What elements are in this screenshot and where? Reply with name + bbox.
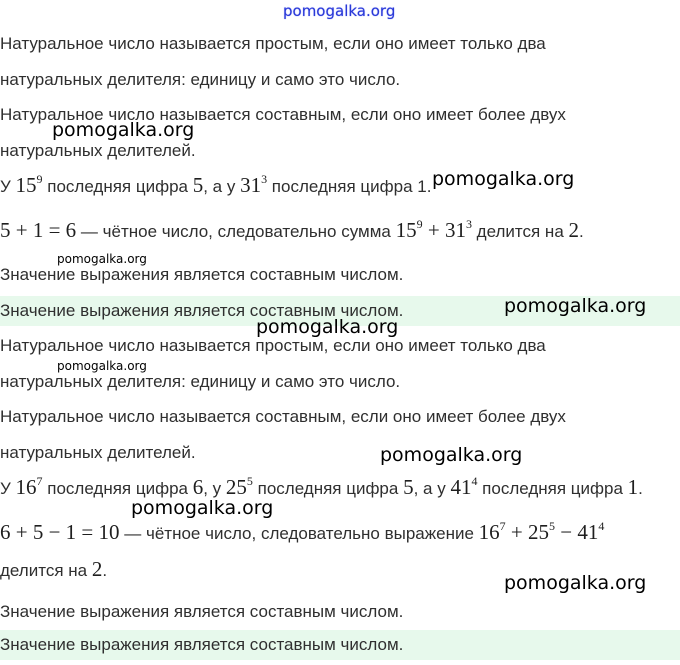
definition-composite-line-2: натуральных делителей. xyxy=(0,443,196,462)
text-fragment: . xyxy=(579,222,584,241)
math-digit: 5 xyxy=(192,173,204,197)
text-fragment: , а у xyxy=(203,177,241,196)
text-fragment: — чётное число, следовательно выражение xyxy=(119,524,479,543)
divisibility-line xyxy=(0,558,107,582)
parity-conclusion-line xyxy=(0,219,584,243)
math-exponent: 7 xyxy=(499,519,506,533)
math-base: 41 xyxy=(450,475,472,499)
text-fragment: делится на xyxy=(0,561,92,580)
text-fragment: последняя цифра xyxy=(42,177,193,196)
math-exponent: 3 xyxy=(261,172,268,186)
site-watermark: pomogalka.org xyxy=(432,168,575,190)
site-watermark: pomogalka.org xyxy=(57,359,147,373)
text-fragment: . xyxy=(638,479,643,498)
math-digit: 2 xyxy=(568,218,579,242)
math-digit: 6 xyxy=(192,475,204,499)
text-fragment: У xyxy=(0,177,16,196)
math-digit: 1 xyxy=(627,475,639,499)
math-exponent: 9 xyxy=(36,172,43,186)
math-base: 16 xyxy=(15,475,37,499)
result-line: Значение выражения является составным числом. xyxy=(0,602,404,621)
text-fragment: делится на xyxy=(471,222,569,241)
site-watermark: pomogalka.org xyxy=(380,444,523,466)
math-exponent: 4 xyxy=(598,519,605,533)
math-expression: 5 + 1 = 6 xyxy=(0,218,77,242)
math-expression: 6 + 5 − 1 = 10 xyxy=(0,520,120,544)
definition-composite-line-1: Натуральное число называется составным, если оно имеет более двух xyxy=(0,105,566,124)
definition-prime-line-2: натуральных делителя: единицу и само это число. xyxy=(0,70,401,89)
math-operator: − xyxy=(554,520,578,544)
definition-prime-line-1: Натуральное число называется простым, если оно имеет только два xyxy=(0,336,546,355)
site-watermark: pomogalka.org xyxy=(52,119,195,141)
result-line: Значение выражения является составным числом. xyxy=(0,265,404,284)
math-base: 41 xyxy=(577,520,599,544)
math-operator: + xyxy=(422,218,445,242)
math-operator: + xyxy=(505,520,528,544)
text-fragment: У xyxy=(0,479,16,498)
site-watermark: pomogalka.org xyxy=(131,497,274,519)
text-fragment: последняя цифра xyxy=(42,479,193,498)
math-base: 16 xyxy=(478,520,500,544)
definition-prime-line-2: натуральных делителя: единицу и само это число. xyxy=(0,372,401,391)
math-base: 15 xyxy=(15,173,37,197)
text-fragment: . xyxy=(102,561,108,580)
definition-composite-line-2: натуральных делителей. xyxy=(0,141,196,160)
last-digits-line xyxy=(0,174,431,198)
text-fragment: , а у xyxy=(413,479,451,498)
text-fragment: последняя цифра xyxy=(252,479,404,498)
text-fragment: последняя цифра 1. xyxy=(267,177,432,196)
math-exponent: 4 xyxy=(471,474,478,488)
text-fragment: — чётное число, следовательно сумма xyxy=(76,222,396,241)
definition-prime-line-1: Натуральное число называется простым, если оно имеет только два xyxy=(0,34,546,53)
math-base: 31 xyxy=(240,173,262,197)
last-digits-line xyxy=(0,476,643,500)
math-base: 25 xyxy=(527,520,549,544)
math-base: 25 xyxy=(225,475,247,499)
text-fragment: последняя цифра xyxy=(477,479,628,498)
site-watermark-header: pomogalka.org xyxy=(283,2,396,20)
answer-box xyxy=(0,630,680,660)
text-fragment: , у xyxy=(203,479,226,498)
definition-composite-line-1: Натуральное число называется составным, если оно имеет более двух xyxy=(0,407,566,426)
math-exponent: 9 xyxy=(416,217,423,231)
math-digit: 2 xyxy=(91,557,103,581)
parity-conclusion-line xyxy=(0,521,604,545)
math-exponent: 3 xyxy=(465,217,472,231)
math-base: 15 xyxy=(395,218,417,242)
site-watermark: pomogalka.org xyxy=(504,572,647,594)
site-watermark: pomogalka.org xyxy=(256,316,399,338)
answer-text: Значение выражения является составным числом. xyxy=(0,635,404,654)
math-exponent: 7 xyxy=(36,474,43,488)
answer-text: Значение выражения является составным числом. xyxy=(0,301,404,320)
math-exponent: 5 xyxy=(548,519,555,533)
math-base: 31 xyxy=(444,218,466,242)
math-digit: 5 xyxy=(403,475,414,499)
site-watermark: pomogalka.org xyxy=(504,295,647,317)
site-watermark: pomogalka.org xyxy=(57,252,147,266)
math-exponent: 5 xyxy=(246,474,253,488)
